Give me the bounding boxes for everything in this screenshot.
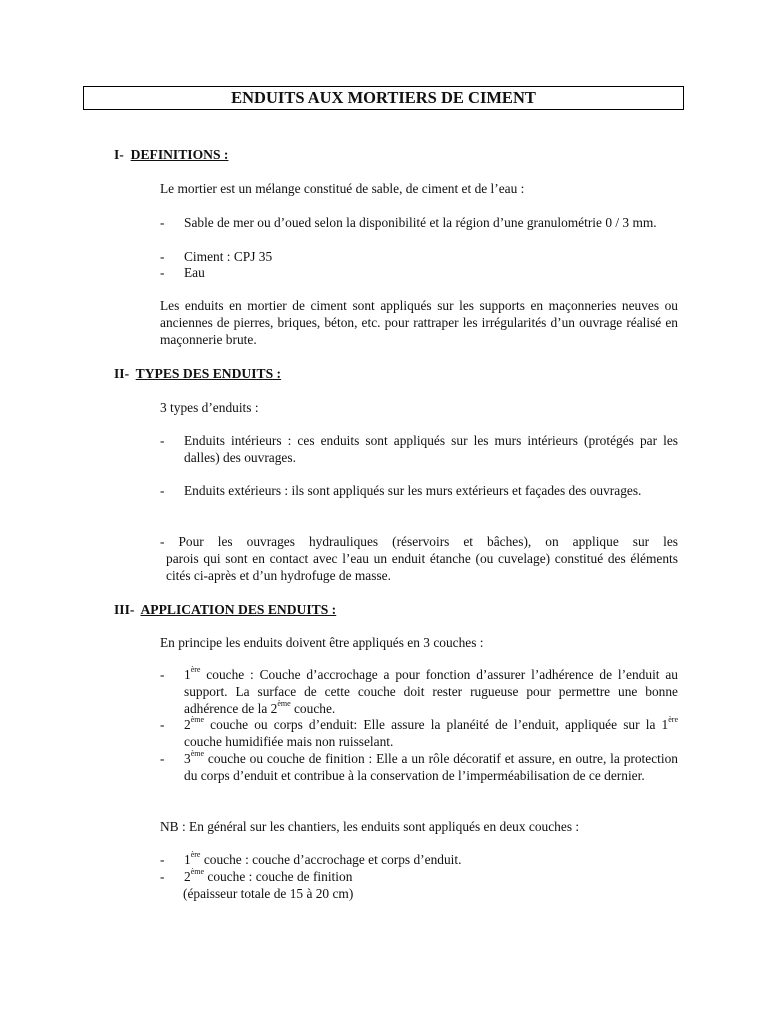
bullet-dash: - — [160, 215, 165, 230]
section-3-intro: En principe les enduits doivent être appliqués en 3 couches : — [160, 635, 484, 650]
list-item-text: Enduits extérieurs : ils sont appliqués sur les murs extérieurs et façades des ouvrages. — [184, 483, 642, 498]
bullet-dash: - — [160, 483, 165, 498]
bullet-dash: - — [160, 265, 165, 280]
bullet-dash: - — [160, 751, 165, 766]
list-item-text: 2ème couche ou corps d’enduit: Elle assure la planéité de l’enduit, appliquée sur la 1ère couche humidifiée mais non ruisselant. — [184, 715, 678, 749]
list-item — [160, 214, 678, 231]
list-item-text: Ciment : CPJ 35 — [184, 249, 273, 264]
note-line: NB : En général sur les chantiers, les enduits sont appliqués en deux couches : — [160, 819, 580, 834]
list-item-text: 1ère couche : couche d’accrochage et corps d’enduit. — [184, 850, 462, 867]
section-1-intro: Le mortier est un mélange constitué de sable, de ciment et de l’eau : — [160, 181, 525, 196]
section-2-label: TYPES DES ENDUITS : — [135, 366, 282, 381]
list-item — [160, 432, 678, 466]
bullet-dash: - — [160, 852, 165, 867]
list-item — [160, 868, 678, 885]
bullet-dash: - — [160, 869, 165, 884]
section-2-intro: 3 types d’enduits : — [160, 400, 259, 415]
bullet-dash: - — [160, 717, 165, 732]
list-item — [160, 482, 678, 499]
section-2-number: II- — [114, 366, 130, 381]
section-1-number: I- — [114, 147, 124, 162]
list-item-text-first-line: - Pour les ouvrages hydrauliques (réservoirs et bâches), on applique sur les — [160, 534, 678, 549]
list-item — [160, 533, 678, 584]
list-item — [160, 264, 678, 281]
list-item — [160, 248, 678, 265]
section-1-paragraph: Les enduits en mortier de ciment sont appliqués sur les supports en maçonneries neuves ou anciennes de pierres, briques, béton, etc. pour rattraper les irrégularités d’un ouvrage réalisé en maçonnerie brute. — [160, 298, 678, 347]
section-3-label: APPLICATION DES ENDUITS : — [140, 602, 337, 617]
list-item — [160, 716, 678, 750]
list-item — [160, 750, 678, 784]
list-item-text: Sable de mer ou d’oued selon la disponibilité et la région d’une granulométrie 0 / 3 mm. — [184, 215, 657, 230]
list-item — [160, 666, 678, 717]
thickness-note: (épaisseur totale de 15 à 20 cm) — [183, 886, 354, 901]
list-item-text: Enduits intérieurs : ces enduits sont appliqués sur les murs intérieurs (protégés par les dalles) des ouvrages. — [184, 433, 678, 465]
document-title: ENDUITS AUX MORTIERS DE CIMENT — [83, 86, 684, 110]
section-2-heading — [114, 365, 281, 382]
bullet-dash: - — [160, 433, 165, 448]
section-1-label: DEFINITIONS : — [130, 147, 229, 162]
list-item-text: 3ème couche ou couche de finition : Elle a un rôle décoratif et assure, en outre, la protection du corps d’enduit et contribue à la conservation de l’imperméabilisation de ce dernier. — [184, 749, 678, 783]
section-3-number: III- — [114, 602, 135, 617]
bullet-dash: - — [160, 249, 165, 264]
list-item — [160, 851, 678, 868]
bullet-dash: - — [160, 667, 165, 682]
list-item-text: Eau — [184, 265, 205, 280]
list-item-text: parois qui sont en contact avec l’eau un enduit étanche (ou cuvelage) constitué des éléments cités ci-après et d’un hydrofuge de masse. — [166, 551, 678, 583]
section-3-heading — [114, 601, 336, 618]
list-item-text: 2ème couche : couche de finition — [184, 867, 353, 884]
list-item-text: 1ère couche : Couche d’accrochage a pour fonction d’assurer l’adhérence de l’enduit au support. La surface de cette couche doit rester rugueuse pour permettre une bonne adhérence de la 2ème couche. — [184, 665, 678, 716]
section-1-heading — [114, 146, 228, 163]
